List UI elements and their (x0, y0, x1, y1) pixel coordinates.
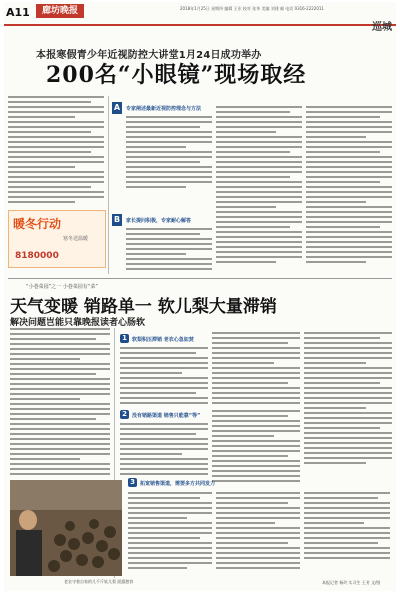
section-1-title: 软梨积压滞销 老农心急如焚 (132, 337, 194, 343)
newspaper-page (4, 2, 396, 591)
promo-slogan: 寒冬送温暖 (63, 236, 89, 242)
section-3-text-col1 (128, 492, 212, 572)
section-label: 巡城 (372, 22, 392, 33)
section-marker-3: 3 (128, 478, 137, 487)
section-3-text-col3 (304, 492, 390, 562)
section-marker-b: B (113, 215, 121, 224)
story1-kicker: 本报寒假青少年近视防控大讲堂1月24日成功举办 (36, 50, 262, 61)
promo-hotline: 8180000 (15, 251, 59, 261)
page-number: A11 (6, 6, 30, 19)
promo-ad (8, 210, 106, 268)
promo-title: 暖冬行动 (13, 217, 62, 231)
story2-subhead: 解决问题岂能只靠晚报读者心肠软 (10, 318, 146, 328)
section-a-title: 专家阐述最新近视防控理念与方法 (126, 106, 202, 112)
story1-headline: 200名“小眼镜”现场取经 (46, 62, 307, 88)
section-a-text-col2 (216, 106, 302, 266)
photo-illustration (10, 480, 122, 576)
photo-caption: 老农守着自家的几千斤软儿梨 面露愁容 (64, 579, 134, 584)
story2-byline: 本报记者 杨玲 实习生 王芳 文/图 (322, 580, 381, 585)
section-marker-2: 2 (120, 410, 129, 419)
section-b-text (126, 228, 212, 273)
story-divider (8, 278, 392, 279)
section-a-text-col1 (126, 116, 212, 191)
section-b-title: 家长提问积极，专家耐心解答 (126, 218, 192, 224)
story2-kicker: “小巷菜园”之一 小巷菜园有“菜” (26, 284, 98, 290)
section-a-text-col3 (306, 106, 392, 266)
section-1-text-col3 (304, 332, 392, 467)
section-2-title: 没有销路渠道 销售只能靠“等” (132, 413, 201, 419)
section-marker-a: A (113, 103, 121, 112)
section-2-text-col1 (120, 423, 208, 478)
section-3-text-col2 (216, 492, 300, 572)
page-header (4, 2, 396, 33)
section-1-text-col2 (212, 332, 300, 407)
news-photo (10, 480, 122, 576)
column-divider (108, 96, 109, 274)
section-2-text-col2 (212, 410, 300, 485)
section-1-text-col1 (120, 347, 208, 407)
paper-logo: 廊坊晚报 (36, 4, 84, 18)
issue-meta: 2018年1月25日 星期四 编辑 王东 校对 张华 美编 刘建 邮 电话 0316-2222011 (180, 6, 324, 11)
section-marker-1: 1 (120, 334, 129, 343)
story2-headline: 天气变暖 销路单一 软儿梨大量滞销 (10, 297, 277, 317)
story2-intro-text (10, 328, 110, 478)
section-3-title: 拓宽销售渠道，需要多方共同发力 (140, 481, 216, 487)
